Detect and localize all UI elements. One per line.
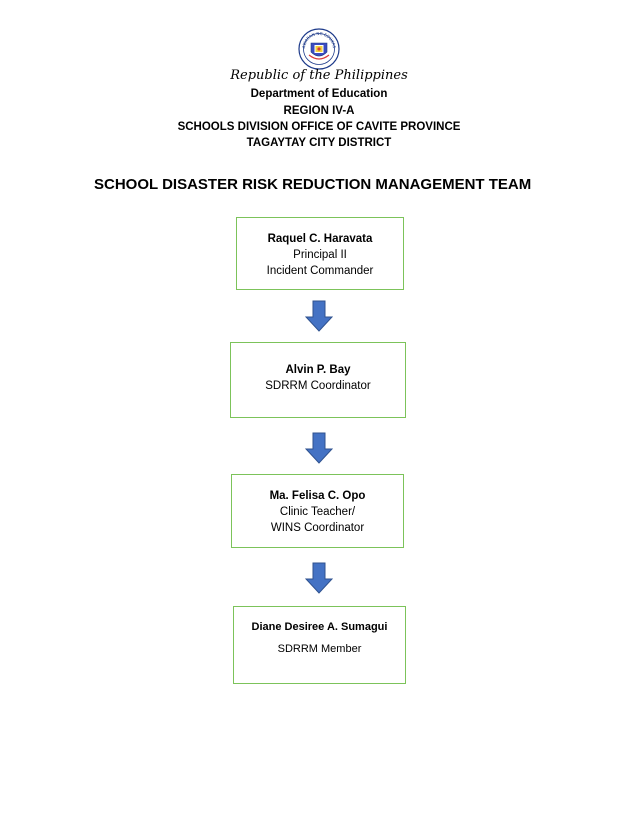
member-role: SDRRM Coordinator bbox=[265, 380, 371, 392]
page-title: SCHOOL DISASTER RISK REDUCTION MANAGEMENT TEAM bbox=[94, 176, 532, 193]
member-name: Alvin P. Bay bbox=[285, 364, 351, 376]
arrow-down-icon bbox=[305, 562, 333, 594]
member-name: Raquel C. Haravata bbox=[267, 233, 373, 245]
arrow-down-icon bbox=[305, 432, 333, 464]
team-member-box bbox=[233, 606, 406, 684]
team-member-box bbox=[236, 217, 404, 290]
team-member-box bbox=[230, 342, 406, 418]
region-name: REGION IV-A bbox=[283, 105, 355, 117]
seal-text: AWARAN NG EDUKAS bbox=[300, 30, 338, 49]
district-name: TAGAYTAY CITY DISTRICT bbox=[246, 137, 392, 149]
member-name: Ma. Felisa C. Opo bbox=[269, 490, 366, 502]
member-role: SDRRM Member bbox=[277, 643, 362, 655]
member-role: Principal II bbox=[293, 249, 347, 261]
division-name: SCHOOLS DIVISION OFFICE OF CAVITE PROVINCE bbox=[177, 121, 461, 133]
country-name: Republic of the Philippines bbox=[230, 68, 408, 83]
member-name: Diane Desiree A. Sumagui bbox=[251, 621, 388, 633]
member-role: Clinic Teacher/ bbox=[279, 506, 356, 518]
member-role: WINS Coordinator bbox=[270, 522, 365, 534]
arrow-down-icon bbox=[305, 300, 333, 332]
department-name: Department of Education bbox=[250, 88, 388, 100]
deped-seal-icon bbox=[298, 28, 340, 70]
team-member-box bbox=[231, 474, 404, 548]
member-role: Incident Commander bbox=[266, 265, 374, 277]
